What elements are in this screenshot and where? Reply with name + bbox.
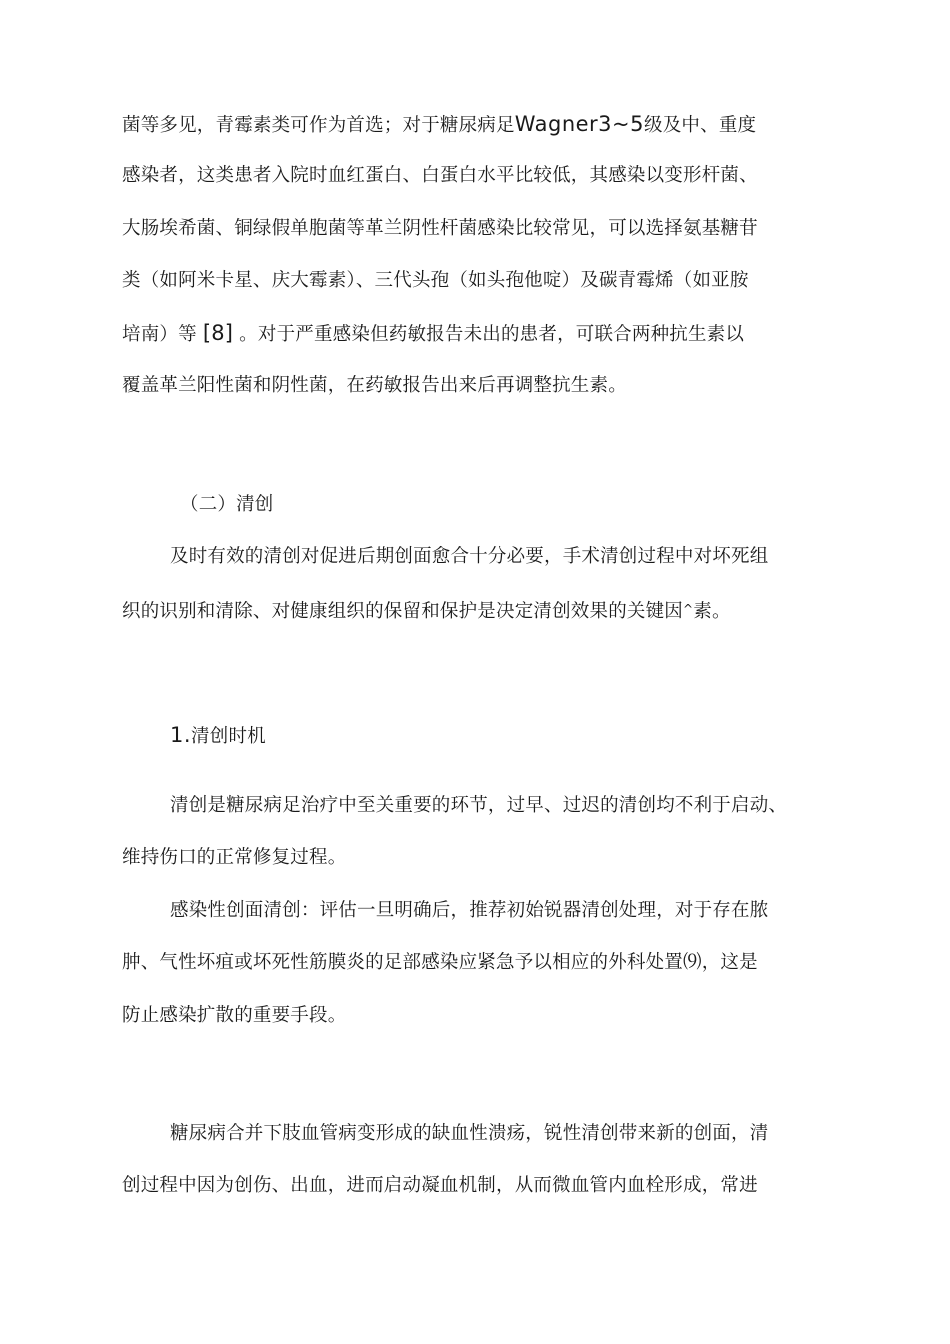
paragraph-line: 防止感染扩散的重要手段。 — [122, 1005, 347, 1026]
paragraph-line — [122, 321, 744, 347]
paragraph-line: 糖尿病合并下肢血管病变形成的缺血性溃疡，锐性清创带来新的创面，清 — [170, 1123, 769, 1144]
paragraph-line: 大肠埃希菌、铜绿假单胞菌等革兰阴性杆菌感染比较常见，可以选择氨基糖苷 — [122, 218, 758, 239]
paragraph-line — [122, 112, 756, 138]
paragraph-line: 及时有效的清创对促进后期创面愈合十分必要，手术清创过程中对坏死组 — [170, 546, 769, 567]
text-span: 培南）等 — [122, 324, 197, 345]
heading-text: 清创时机 — [191, 726, 266, 747]
text-span: 织的识别和清除、对健康组织的保留和保护是决定清创效果的关键因 — [122, 601, 684, 622]
paragraph-line — [122, 597, 731, 624]
paragraph-line: 覆盖革兰阳性菌和阴性菌，在药敏报告出来后再调整抗生素。 — [122, 375, 627, 396]
paragraph-line: 创过程中因为创伤、出血，进而启动凝血机制，从而微血管内血栓形成，常进 — [122, 1175, 758, 1196]
paragraph-line: 维持伤口的正常修复过程。 — [122, 847, 347, 868]
citation-ref: [8] — [202, 321, 234, 345]
paragraph-line: 感染性创面清创：评估一旦明确后，推荐初始锐器清创处理，对于存在脓 — [170, 900, 769, 921]
paragraph-line: 感染者，这类患者入院时血红蛋白、白蛋白水平比较低，其感染以变形杆菌、 — [122, 165, 758, 186]
paragraph-line: 类（如阿米卡星、庆大霉素）、三代头孢（如头孢他啶）及碳青霉烯（如亚胺 — [122, 270, 749, 291]
wagner-grade-text: Wagner3~5 — [514, 112, 645, 136]
paragraph-line: 清创是糖尿病足治疗中至关重要的环节，过早、过迟的清创均不利于启动、 — [170, 795, 788, 816]
text-span: 级及中、重度 — [644, 115, 757, 136]
section-heading: （二）清创 — [180, 494, 274, 515]
subsection-heading — [170, 723, 266, 749]
text-span: 菌等多见，青霉素类可作为首选；对于糖尿病足 — [122, 115, 515, 136]
stray-mark: ^ — [683, 602, 694, 616]
text-span: 素。 — [693, 601, 731, 622]
text-span: 。对于严重感染但药敏报告未出的患者，可联合两种抗生素以 — [239, 324, 745, 345]
heading-number: 1. — [170, 723, 192, 747]
paragraph-line: 肿、气性坏疽或坏死性筋膜炎的足部感染应紧急予以相应的外科处置⑼，这是 — [122, 952, 758, 973]
